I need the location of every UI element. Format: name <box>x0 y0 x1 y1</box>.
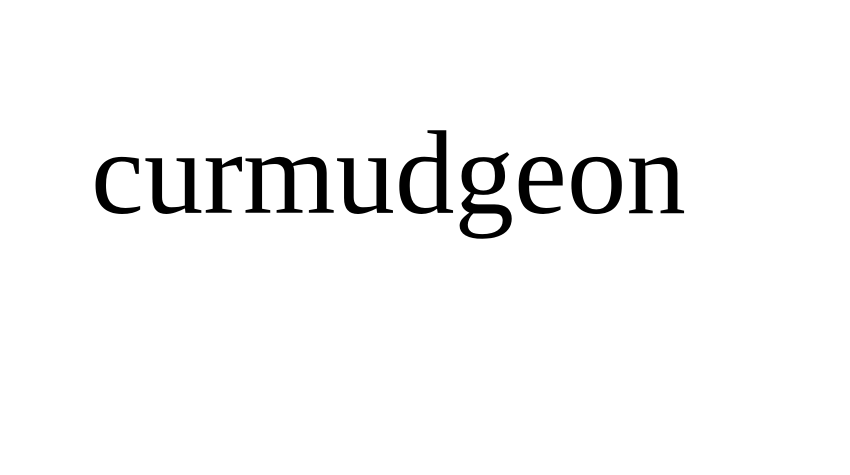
vocabulary-word: curmudgeon <box>91 107 686 239</box>
